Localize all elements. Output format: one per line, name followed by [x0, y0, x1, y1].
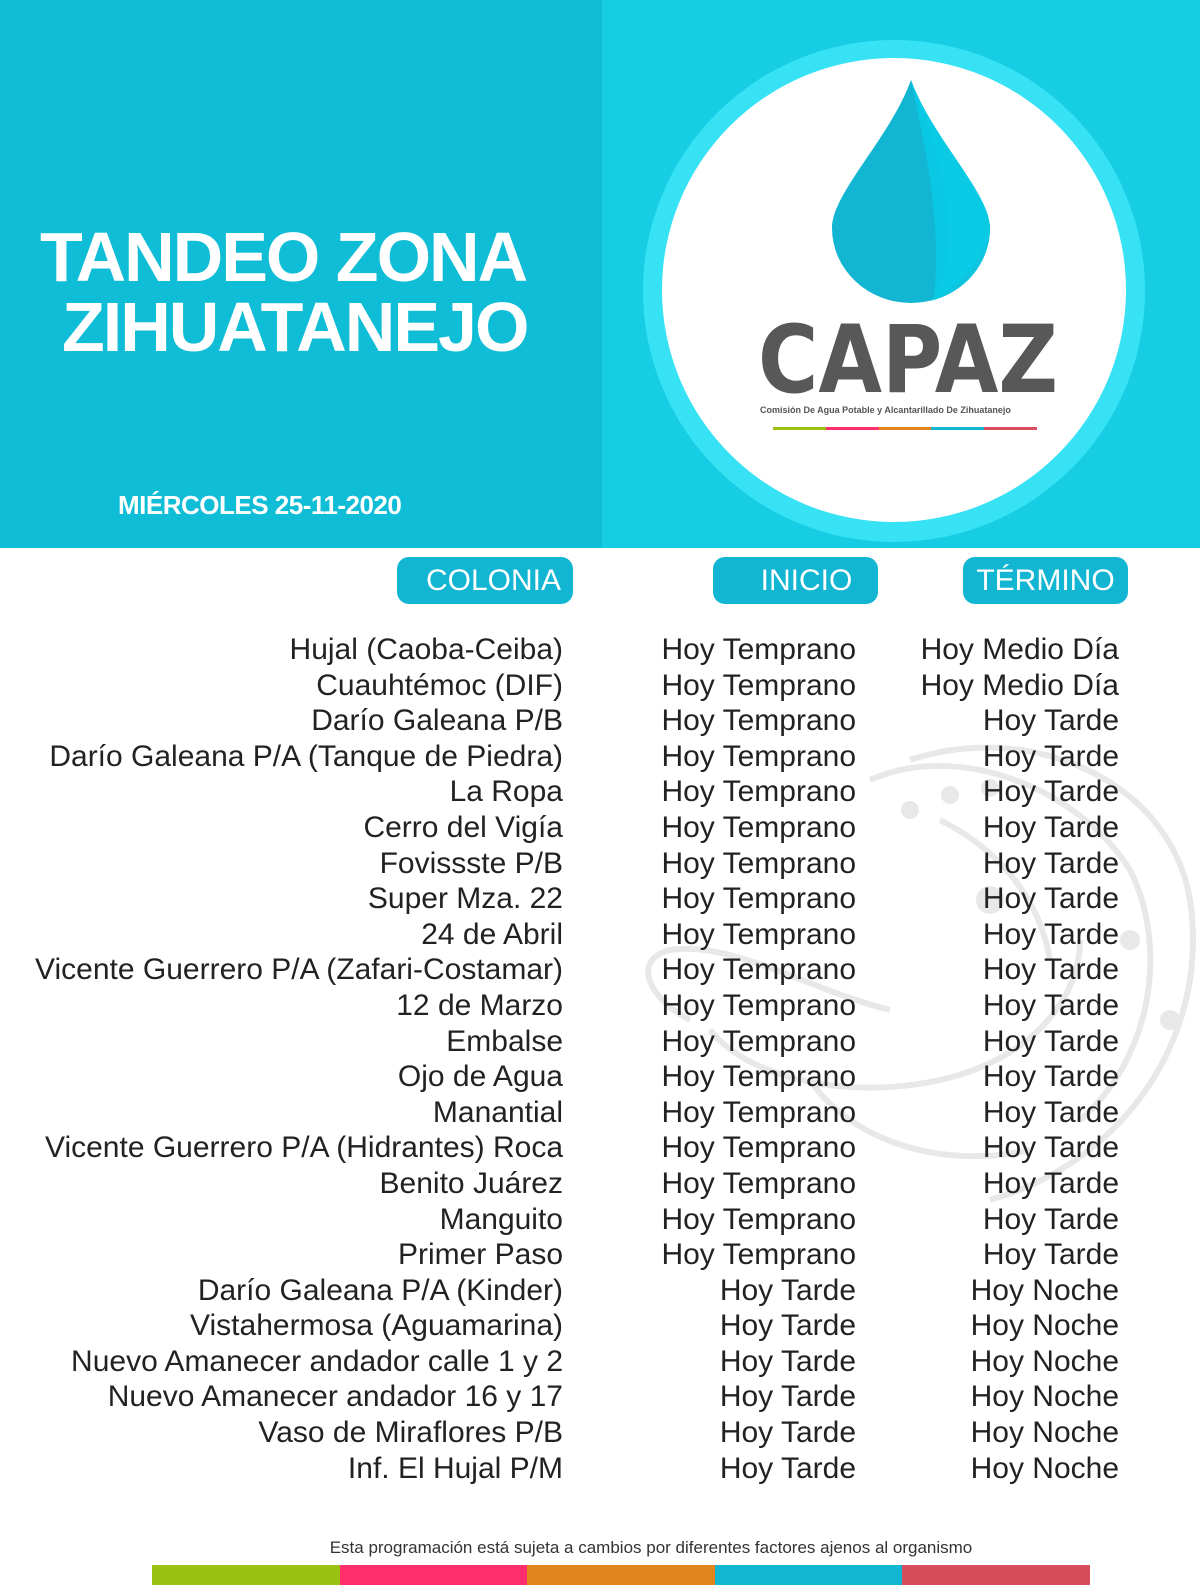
- termino-cell: Hoy Tarde: [982, 775, 1119, 809]
- inicio-cell: Hoy Temprano: [661, 810, 856, 844]
- column-header-inicio: INICIO: [713, 557, 878, 604]
- inicio-cell: Hoy Temprano: [661, 1131, 856, 1165]
- page-title: [40, 218, 600, 366]
- logo-subtitle: Comisión De Agua Potable y Alcantarillado De Zihuatanejo: [760, 405, 1011, 415]
- termino-cell: Hoy Tarde: [982, 953, 1119, 987]
- table-row: [0, 1059, 1200, 1095]
- colonia-cell: Darío Galeana P/A (Kinder): [197, 1273, 563, 1307]
- table-row: [0, 632, 1200, 668]
- colonia-cell: Primer Paso: [397, 1238, 563, 1272]
- title-line-2: ZIHUATANEJO: [62, 288, 528, 366]
- schedule-date: MIÉRCOLES 25-11-2020: [118, 490, 402, 520]
- inicio-cell: Hoy Temprano: [661, 1095, 856, 1129]
- termino-cell: Hoy Noche: [970, 1380, 1119, 1414]
- termino-cell: Hoy Tarde: [982, 1202, 1119, 1236]
- termino-cell: Hoy Noche: [970, 1451, 1119, 1485]
- title-line-1: TANDEO ZONA: [40, 218, 527, 296]
- inicio-cell: Hoy Temprano: [661, 704, 856, 738]
- termino-cell: Hoy Tarde: [982, 1024, 1119, 1058]
- table-row: [0, 917, 1200, 953]
- schedule-table: [0, 632, 1200, 1486]
- table-row: [0, 1130, 1200, 1166]
- disclaimer-note: [0, 1538, 1200, 1558]
- inicio-cell: Hoy Tarde: [719, 1273, 856, 1307]
- table-row: [0, 668, 1200, 704]
- termino-cell: Hoy Tarde: [982, 882, 1119, 916]
- termino-cell: Hoy Noche: [970, 1309, 1119, 1343]
- table-row: [0, 810, 1200, 846]
- disclaimer-text: Esta programación está sujeta a cambios por diferentes factores ajenos al organismo: [329, 1538, 973, 1557]
- table-row: [0, 988, 1200, 1024]
- table-row: [0, 1344, 1200, 1380]
- inicio-cell: Hoy Tarde: [719, 1416, 856, 1450]
- termino-cell: Hoy Tarde: [982, 1166, 1119, 1200]
- table-row: [0, 1024, 1200, 1060]
- colonia-cell: Cuauhtémoc (DIF): [316, 668, 563, 702]
- termino-cell: Hoy Noche: [970, 1344, 1119, 1378]
- inicio-cell: Hoy Temprano: [661, 882, 856, 916]
- termino-cell: Hoy Medio Día: [920, 633, 1119, 666]
- termino-cell: Hoy Tarde: [982, 1060, 1119, 1094]
- inicio-cell: Hoy Temprano: [661, 1202, 856, 1236]
- colonia-cell: Benito Juárez: [379, 1166, 563, 1200]
- capaz-logo: [758, 310, 1058, 402]
- termino-cell: Hoy Tarde: [982, 846, 1119, 880]
- colonia-cell: Cerro del Vigía: [363, 810, 563, 844]
- table-row: [0, 1308, 1200, 1344]
- capaz-wordmark: CAPAZ: [758, 310, 1058, 402]
- termino-cell: Hoy Tarde: [982, 810, 1119, 844]
- table-row: [0, 774, 1200, 810]
- inicio-cell: Hoy Temprano: [661, 1238, 856, 1272]
- inicio-cell: Hoy Temprano: [661, 846, 856, 880]
- table-row: [0, 1202, 1200, 1238]
- colonia-cell: La Ropa: [449, 775, 563, 809]
- termino-cell: Hoy Noche: [970, 1273, 1119, 1307]
- colonia-cell: 12 de Marzo: [396, 988, 563, 1022]
- termino-cell: Hoy Medio Día: [920, 668, 1119, 702]
- inicio-cell: Hoy Tarde: [719, 1380, 856, 1414]
- colonia-cell: Vicente Guerrero P/A (Hidrantes) Roca: [44, 1131, 563, 1165]
- table-row: [0, 1415, 1200, 1451]
- colonia-cell: Darío Galeana P/A (Tanque de Piedra): [49, 739, 563, 773]
- colonia-cell: Nuevo Amanecer andador calle 1 y 2: [71, 1344, 563, 1378]
- colonia-cell: Manguito: [439, 1202, 563, 1236]
- termino-cell: Hoy Tarde: [982, 1131, 1119, 1165]
- termino-cell: Hoy Tarde: [982, 988, 1119, 1022]
- colonia-cell: Darío Galeana P/B: [311, 704, 563, 738]
- water-drop-icon: [830, 78, 992, 303]
- colonia-cell: Hujal (Caoba-Ceiba): [289, 633, 563, 666]
- colonia-cell: Super Mza. 22: [367, 882, 563, 916]
- colonia-cell: Nuevo Amanecer andador 16 y 17: [107, 1380, 563, 1414]
- table-row: [0, 952, 1200, 988]
- termino-cell: Hoy Tarde: [982, 704, 1119, 738]
- table-row: [0, 703, 1200, 739]
- table-row: [0, 1379, 1200, 1415]
- inicio-cell: Hoy Tarde: [719, 1309, 856, 1343]
- colonia-cell: Ojo de Agua: [397, 1060, 563, 1094]
- inicio-cell: Hoy Temprano: [661, 917, 856, 951]
- table-row: [0, 1166, 1200, 1202]
- table-row: [0, 1273, 1200, 1309]
- colonia-cell: Vicente Guerrero P/A (Zafari-Costamar): [35, 953, 563, 987]
- inicio-cell: Hoy Temprano: [661, 739, 856, 773]
- table-row: [0, 739, 1200, 775]
- colonia-cell: Vaso de Miraflores P/B: [258, 1416, 563, 1450]
- table-row: [0, 1095, 1200, 1131]
- termino-cell: Hoy Tarde: [982, 739, 1119, 773]
- colonia-cell: Fovissste P/B: [379, 846, 563, 880]
- inicio-cell: Hoy Temprano: [661, 988, 856, 1022]
- logo-color-stripe: [773, 427, 1037, 430]
- colonia-cell: 24 de Abril: [421, 917, 563, 951]
- inicio-cell: Hoy Temprano: [661, 1166, 856, 1200]
- termino-cell: Hoy Tarde: [982, 917, 1119, 951]
- termino-cell: Hoy Tarde: [982, 1238, 1119, 1272]
- inicio-cell: Hoy Temprano: [661, 1060, 856, 1094]
- column-header-termino: TÉRMINO: [963, 557, 1128, 604]
- inicio-cell: Hoy Temprano: [661, 633, 856, 666]
- footer-color-stripe: [152, 1565, 1090, 1585]
- inicio-cell: Hoy Temprano: [661, 775, 856, 809]
- table-row: [0, 1237, 1200, 1273]
- termino-cell: Hoy Tarde: [982, 1095, 1119, 1129]
- table-row: [0, 881, 1200, 917]
- inicio-cell: Hoy Temprano: [661, 953, 856, 987]
- colonia-cell: Embalse: [446, 1024, 563, 1058]
- colonia-cell: Vistahermosa (Aguamarina): [190, 1309, 563, 1343]
- table-row: [0, 1451, 1200, 1487]
- inicio-cell: Hoy Temprano: [661, 1024, 856, 1058]
- inicio-cell: Hoy Tarde: [719, 1344, 856, 1378]
- column-header-colonia: COLONIA: [397, 557, 573, 604]
- inicio-cell: Hoy Tarde: [719, 1451, 856, 1485]
- table-row: [0, 846, 1200, 882]
- colonia-cell: Inf. El Hujal P/M: [347, 1451, 563, 1485]
- termino-cell: Hoy Noche: [970, 1416, 1119, 1450]
- colonia-cell: Manantial: [432, 1095, 563, 1129]
- inicio-cell: Hoy Temprano: [661, 668, 856, 702]
